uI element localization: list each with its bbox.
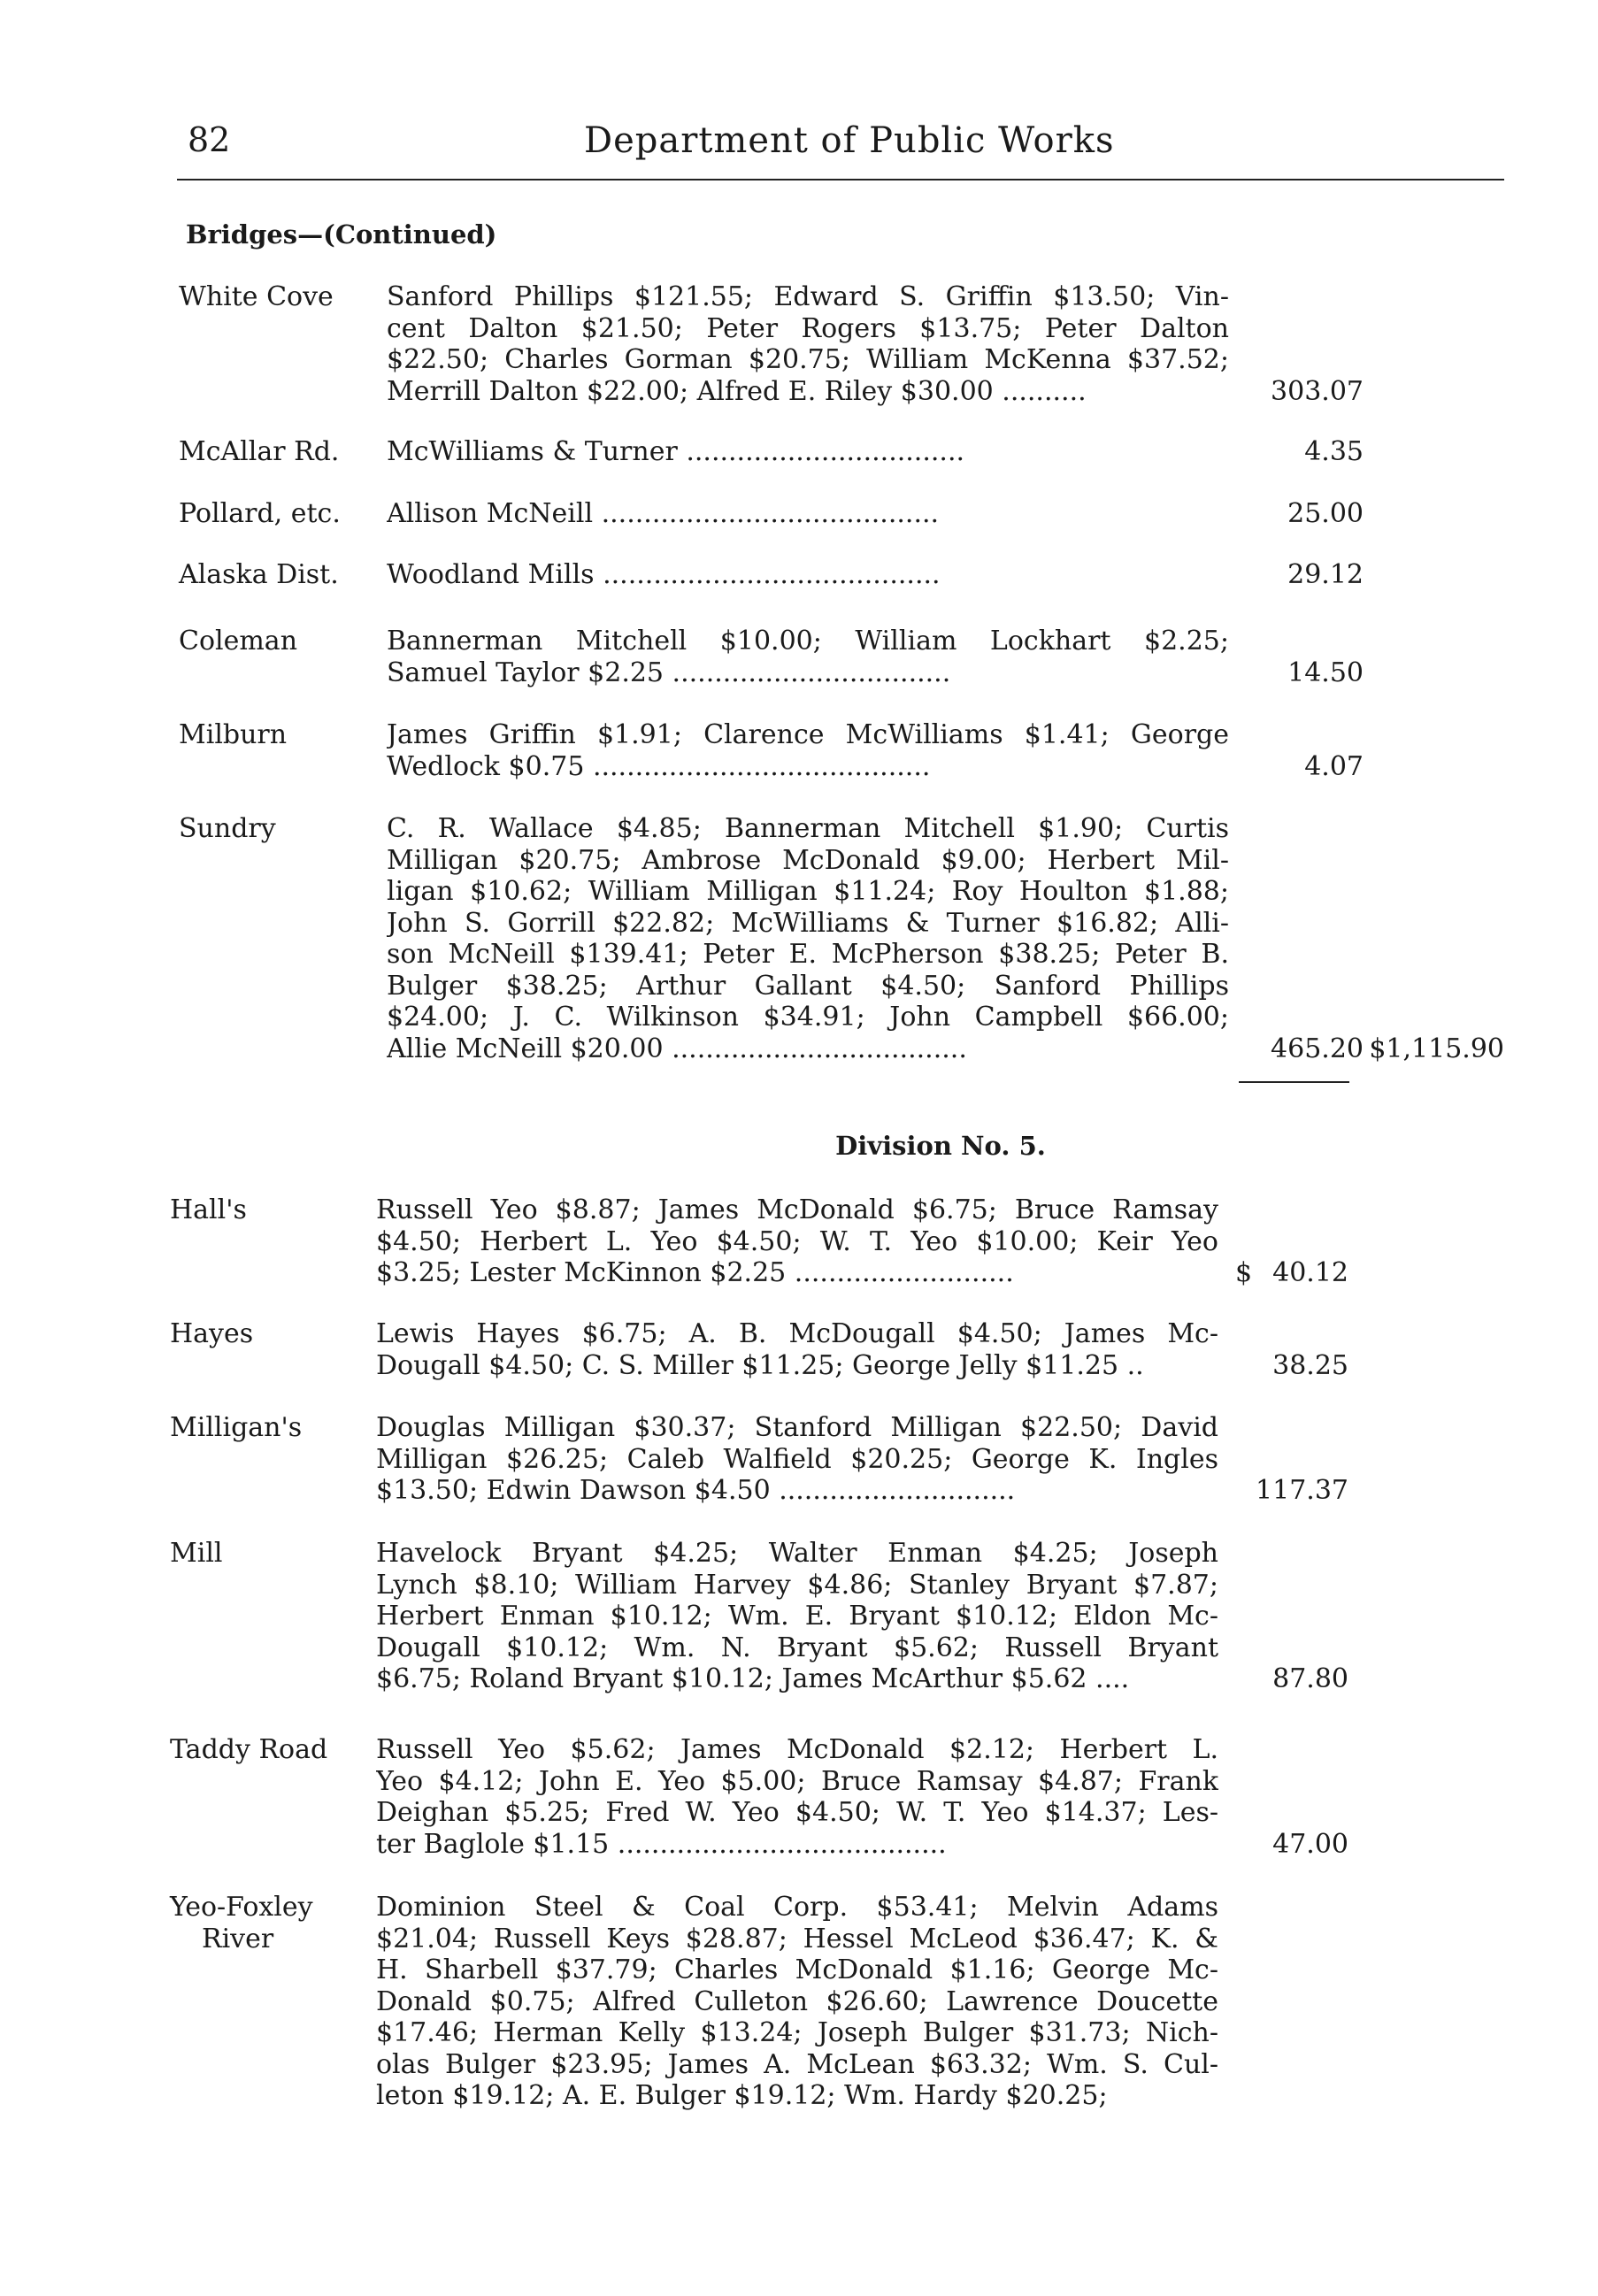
payee-line: Dougall $4.50; C. S. Miller $11.25; George Jelly $11.25 .. [376,1349,1144,1381]
payee-list [387,281,1229,407]
payee-line: $17.46; Herman Kelly $13.24; Joseph Bulger $31.73; Nich- [376,2017,1218,2048]
payee-line: ligan $10.62; William Milligan $11.24; Roy Houlton $1.88; [387,876,1229,907]
section-heading: Bridges—(Continued) [186,219,497,250]
amount: 4.35 [1304,436,1364,467]
payee-line: Milligan $26.25; Caleb Walfield $20.25; George K. Ingles [376,1443,1218,1475]
place-name-line: McAllar Rd. [179,436,340,467]
payee-line: Russell Yeo $8.87; James McDonald $6.75; Bruce Ramsay [376,1194,1218,1225]
payee-line: H. Sharbell $37.79; Charles McDonald $1.16; George Mc- [376,1954,1218,1985]
place-name [170,1318,253,1350]
amount: 14.50 [1287,657,1364,688]
payee-list [376,1412,1218,1507]
amount: 40.12 [1272,1257,1348,1288]
header-rule [177,179,1504,180]
place-name [179,559,339,591]
place-name [170,1412,302,1444]
payee-line: James Griffin $1.91; Clarence McWilliams $1.41; George [387,719,1229,750]
amount: 29.12 [1287,559,1364,590]
payee-line: Douglas Milligan $30.37; Stanford Milligan $22.50; David [376,1412,1218,1443]
payee-list [387,559,1229,591]
payee-line: McWilliams & Turner ................................. [387,436,965,467]
place-name [170,1194,247,1226]
payee-list [376,1892,1218,2112]
payee-list [387,436,1229,468]
place-name-line: Coleman [179,626,298,657]
payee-line: Allie McNeill $20.00 ................................... [387,1033,967,1064]
place-name-line: Taddy Road [170,1734,328,1765]
amount: 4.07 [1304,750,1364,782]
payee-line: $24.00; J. C. Wilkinson $34.91; John Campbell $66.00; [387,1002,1229,1033]
place-name-line: Sundry [179,813,276,844]
payee-line: Merrill Dalton $22.00; Alfred E. Riley $30.00 .......... [387,375,1087,407]
payee-line: John S. Gorrill $22.82; McWilliams & Turner $16.82; Alli- [387,907,1229,939]
payee-line: Sanford Phillips $121.55; Edward S. Griffin $13.50; Vin- [387,281,1229,312]
payee-line: Yeo $4.12; John E. Yeo $5.00; Bruce Ramsay $4.87; Frank [376,1765,1218,1797]
place-name-line: Milburn [179,719,288,750]
payee-line: $3.25; Lester McKinnon $2.25 .......................... [376,1257,1014,1288]
place-name-line: Pollard, etc. [179,498,341,529]
payee-line: Dougall $10.12; Wm. N. Bryant $5.62; Russell Bryant [376,1632,1218,1663]
payee-line: Samuel Taylor $2.25 ................................. [387,657,951,688]
payee-line: $13.50; Edwin Dawson $4.50 ............................ [376,1475,1016,1506]
amount: 47.00 [1272,1828,1348,1860]
place-name [179,813,276,845]
place-name-line: White Cove [179,281,334,312]
section-total: $1,115.90 [1369,1033,1504,1064]
payee-list [387,813,1229,1064]
place-name [179,498,341,530]
place-name [170,1734,327,1766]
place-name [179,281,334,313]
page-number: 82 [188,120,231,159]
place-name-line: Milligan's [170,1412,303,1443]
payee-line: $4.50; Herbert L. Yeo $4.50; W. T. Yeo $10.00; Keir Yeo [376,1225,1218,1257]
payee-line: Allison McNeill ........................................ [387,498,940,529]
amount: 303.07 [1271,375,1364,407]
payee-list [387,719,1229,782]
payee-line: $21.04; Russell Keys $28.87; Hessel McLeod $36.47; K. & [376,1923,1218,1954]
payee-line: Russell Yeo $5.62; James McDonald $2.12; Herbert L. [376,1734,1218,1765]
payee-line: Havelock Bryant $4.25; Walter Enman $4.25; Joseph [376,1538,1218,1569]
payee-line: $22.50; Charles Gorman $20.75; William McKenna $37.52; [387,344,1229,375]
payee-list [376,1734,1218,1860]
payee-list [376,1318,1218,1381]
amount: 87.80 [1272,1663,1348,1694]
place-name-line: Yeo-Foxley [170,1892,313,1923]
place-name [179,626,297,657]
payee-line: Bulger $38.25; Arthur Gallant $4.50; Sanford Phillips [387,970,1229,1002]
amount: 117.37 [1256,1475,1348,1506]
payee-list [376,1538,1218,1695]
payee-line: cent Dalton $21.50; Peter Rogers $13.75; Peter Dalton [387,312,1229,344]
payee-line: son McNeill $139.41; Peter E. McPherson $38.25; Peter B. [387,939,1229,970]
payee-line: C. R. Wallace $4.85; Bannerman Mitchell $1.90; Curtis [387,813,1229,844]
payee-line: Dominion Steel & Coal Corp. $53.41; Melvin Adams [376,1892,1218,1923]
payee-list [387,498,1229,530]
place-name-line: Alaska Dist. [179,559,339,590]
place-name [179,719,287,751]
payee-line: $6.75; Roland Bryant $10.12; James McArthur $5.62 .... [376,1663,1130,1694]
division-heading: Division No. 5. [835,1131,1046,1161]
subtotal-rule [1239,1081,1349,1083]
payee-line: Lewis Hayes $6.75; A. B. McDougall $4.50; James Mc- [376,1318,1218,1349]
place-name [170,1892,313,1954]
place-name-line: Hayes [170,1318,254,1349]
payee-line: olas Bulger $23.95; James A. McLean $63.32; Wm. S. Cul- [376,2048,1218,2080]
payee-line: Milligan $20.75; Ambrose McDonald $9.00; Herbert Mil- [387,844,1229,876]
payee-line: Donald $0.75; Alfred Culleton $26.60; Lawrence Doucette [376,1985,1218,2017]
amount: 38.25 [1272,1349,1348,1381]
payee-line: leton $19.12; A. E. Bulger $19.12; Wm. Hardy $20.25; [376,2080,1108,2111]
payee-line: ter Baglole $1.15 ....................................... [376,1828,947,1860]
payee-line: Woodland Mills ........................................ [387,559,941,590]
place-name-line: River [202,1923,274,1954]
payee-list [387,626,1229,688]
amount: 465.20 [1271,1033,1364,1064]
payee-line: Bannerman Mitchell $10.00; William Lockhart $2.25; [387,626,1229,657]
payee-list [376,1194,1218,1289]
amount: 25.00 [1287,498,1364,529]
page-header [177,120,1504,173]
place-name [179,436,339,468]
place-name-line: Hall's [170,1194,247,1225]
payee-line: Lynch $8.10; William Harvey $4.86; Stanley Bryant $7.87; [376,1569,1218,1601]
payee-line: Wedlock $0.75 ........................................ [387,750,931,782]
payee-line: Herbert Enman $10.12; Wm. E. Bryant $10.12; Eldon Mc- [376,1601,1218,1632]
place-name-line: Mill [170,1538,223,1569]
running-title: Department of Public Works [584,120,1115,161]
payee-line: Deighan $5.25; Fred W. Yeo $4.50; W. T. Yeo $14.37; Les- [376,1797,1218,1828]
dollar-sign: $ [1235,1257,1253,1288]
place-name [170,1538,223,1570]
